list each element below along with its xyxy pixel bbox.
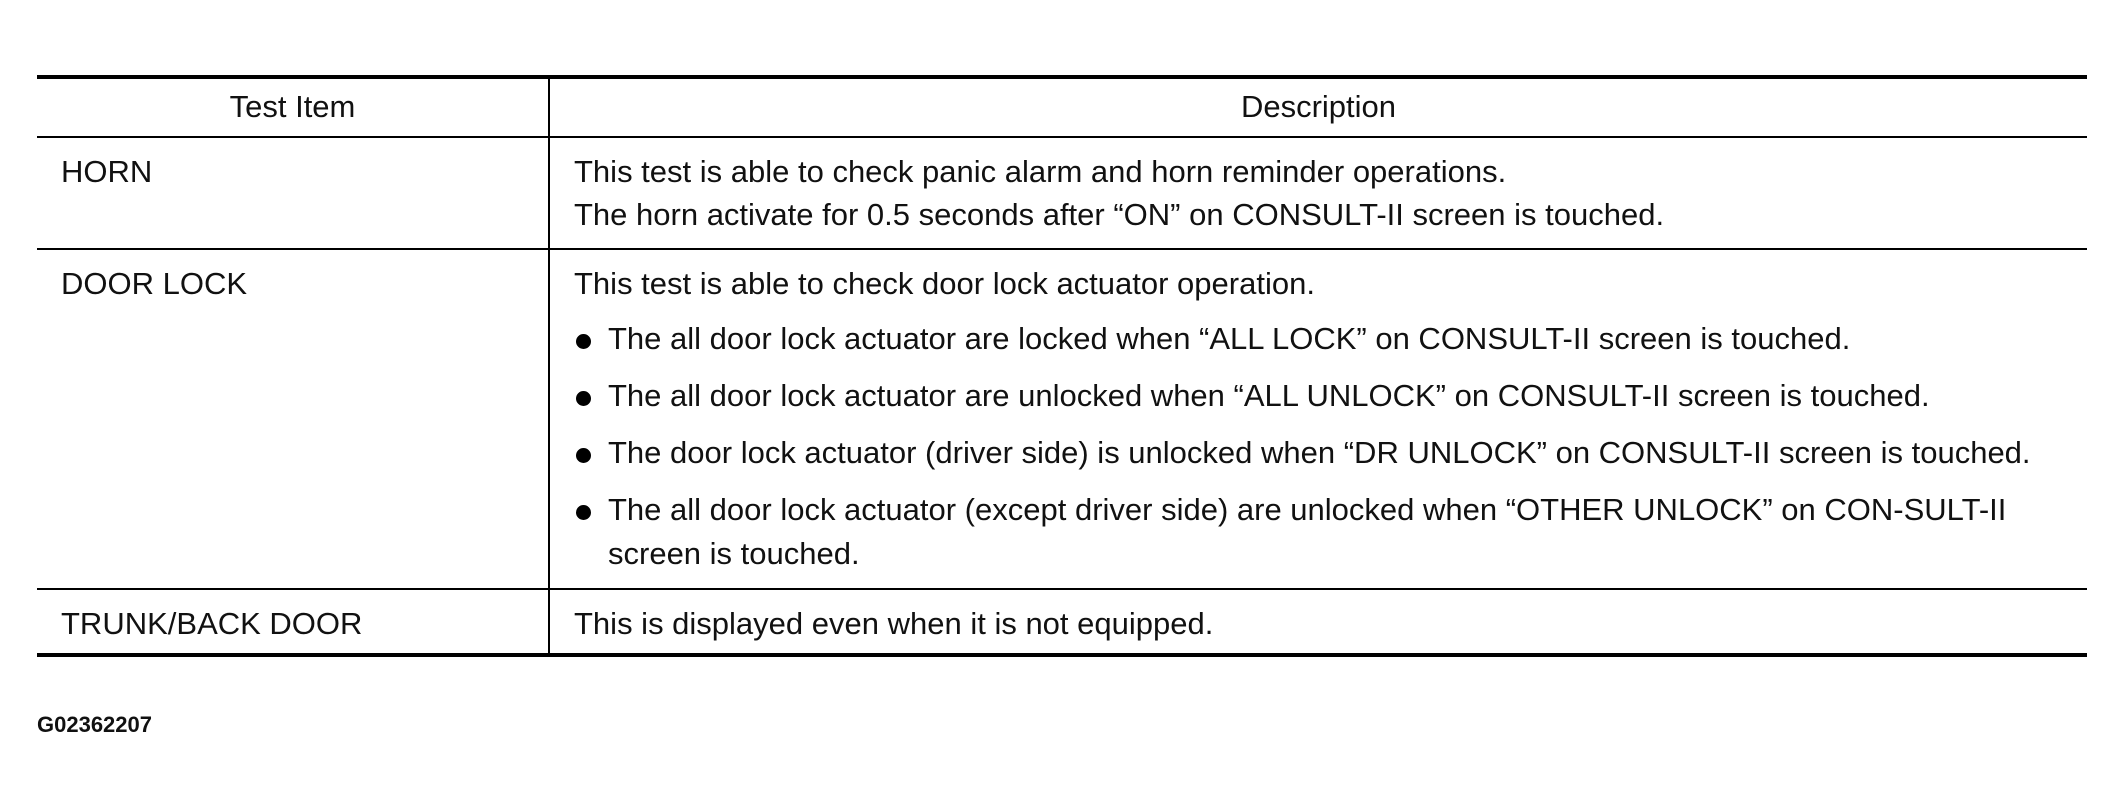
table-row: [37, 589, 2087, 655]
table-row: [37, 249, 2087, 589]
bullet-list: [574, 317, 2067, 576]
description-line: This test is able to check panic alarm and horn reminder operations.: [574, 154, 1507, 189]
header-test-item: Test Item: [37, 77, 549, 137]
bullet-icon: [576, 391, 591, 406]
bullet-text: The all door lock actuator (except driver side) are unlocked when “OTHER UNLOCK” on CON-SULT-II screen is touched.: [608, 492, 2007, 571]
bullet-text: The all door lock actuator are unlocked when “ALL UNLOCK” on CONSULT-II screen is touched.: [608, 378, 1930, 413]
description-line: This test is able to check door lock actuator operation.: [574, 266, 1315, 301]
bullet-icon: [576, 505, 591, 520]
figure-code: G02362207: [37, 712, 152, 737]
description-cell: [549, 137, 2087, 249]
list-item: [574, 431, 2067, 475]
table-header-row: [37, 77, 2087, 137]
description-cell: [549, 249, 2087, 589]
bullet-icon: [576, 448, 591, 463]
test-item-cell: HORN: [37, 137, 549, 249]
bullet-icon: [576, 334, 591, 349]
header-description: Description: [549, 77, 2087, 137]
list-item: [574, 488, 2067, 576]
test-item-cell: DOOR LOCK: [37, 249, 549, 589]
test-item-table-container: [37, 75, 2087, 657]
table-row: [37, 137, 2087, 249]
bullet-text: The door lock actuator (driver side) is unlocked when “DR UNLOCK” on CONSULT-II screen is touched.: [608, 435, 2031, 470]
description-cell: [549, 589, 2087, 655]
list-item: [574, 374, 2067, 418]
test-item-cell: TRUNK/BACK DOOR: [37, 589, 549, 655]
test-item-table: [37, 75, 2087, 657]
description-line: This is displayed even when it is not equipped.: [574, 606, 1214, 641]
bullet-text: The all door lock actuator are locked when “ALL LOCK” on CONSULT-II screen is touched.: [608, 321, 1851, 356]
list-item: [574, 317, 2067, 361]
description-line: The horn activate for 0.5 seconds after “ON” on CONSULT-II screen is touched.: [574, 197, 1665, 232]
